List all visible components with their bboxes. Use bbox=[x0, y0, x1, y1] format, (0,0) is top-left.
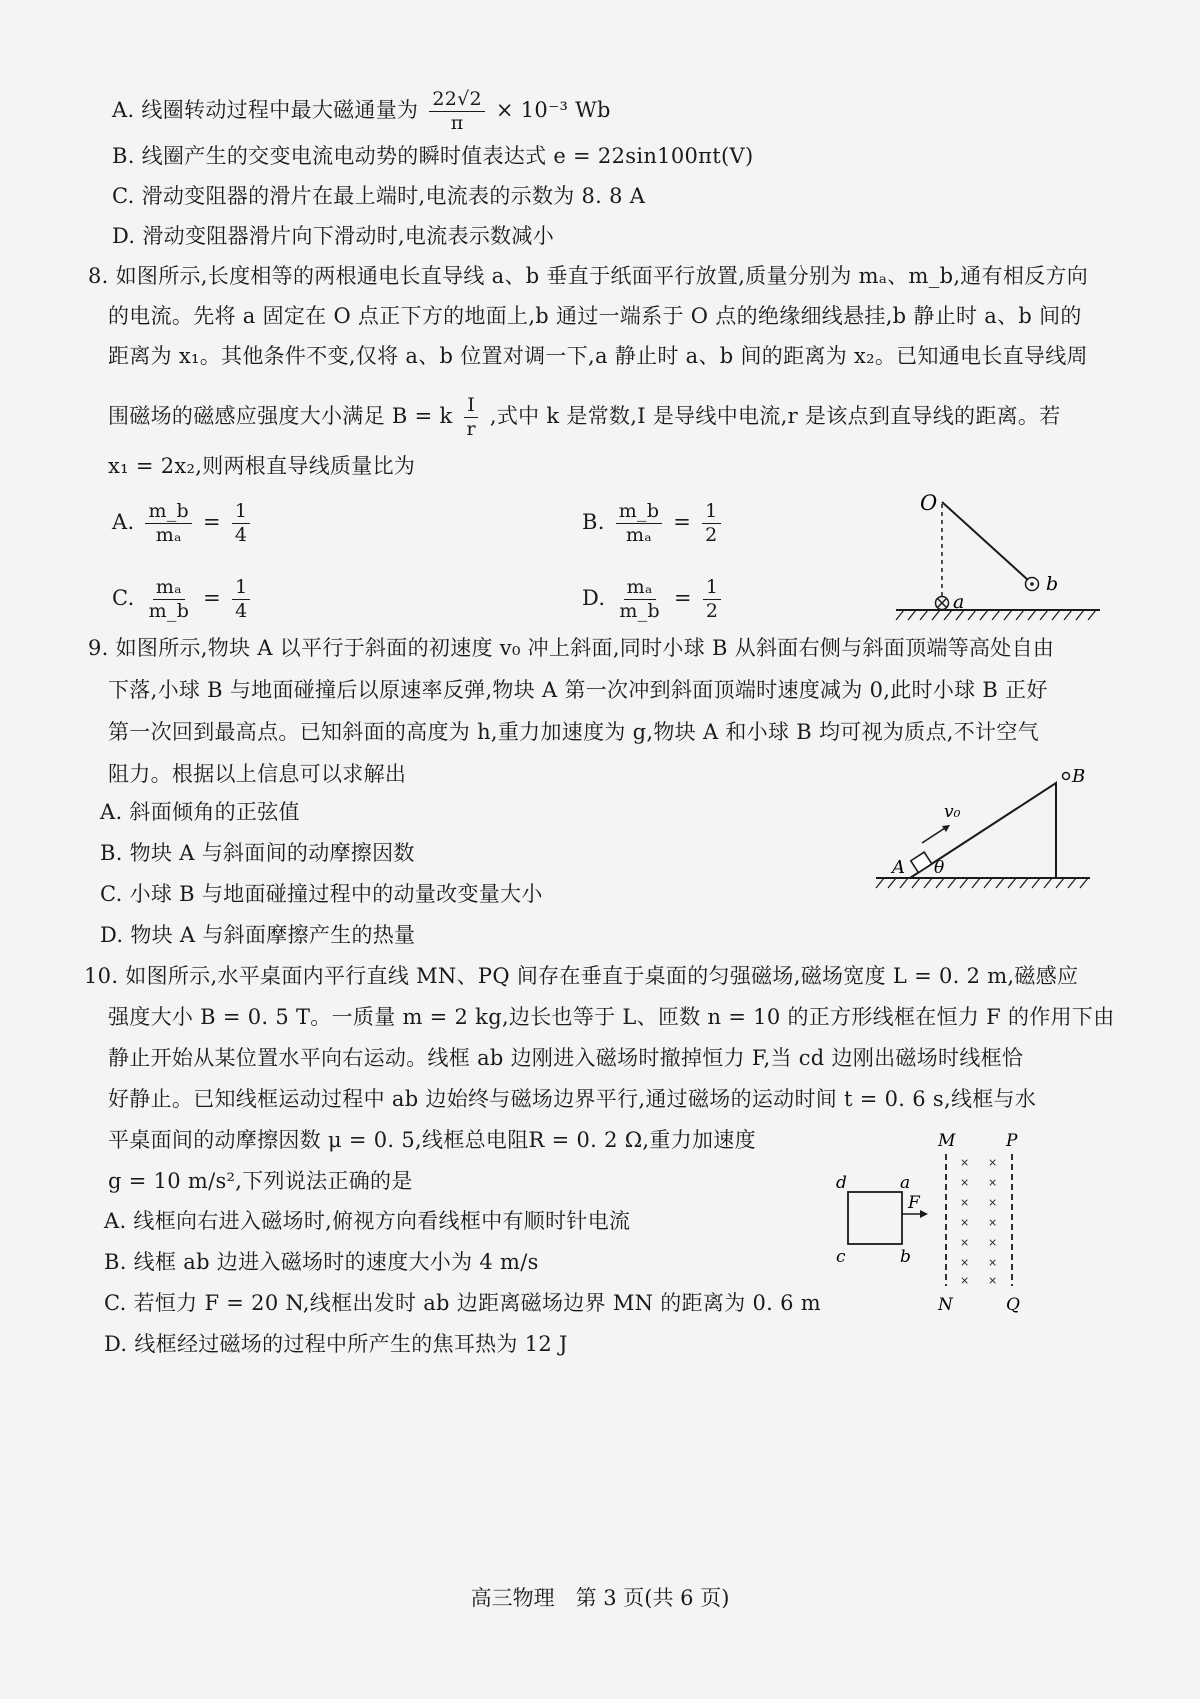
q8-b-num: m_b bbox=[616, 500, 663, 524]
q8-line-2: 的电流。先将 a 固定在 O 点正下方的地面上,b 通过一端系于 O 点的绝缘细线悬挂,b 静止时 a、b 间的 bbox=[108, 304, 1082, 328]
q8-option-a-label: A. bbox=[112, 510, 135, 534]
q8-option-b bbox=[582, 500, 725, 547]
svg-text:×: × bbox=[988, 1196, 998, 1209]
page-footer: 高三物理 第 3 页(共 6 页) bbox=[470, 1586, 730, 1610]
q9-option-c: C. 小球 B 与地面碰撞过程中的动量改变量大小 bbox=[100, 882, 543, 906]
q8-d-eq: = bbox=[673, 586, 692, 610]
q10-fig-m-label: M bbox=[938, 1131, 956, 1151]
q8-formula-fraction bbox=[463, 394, 478, 441]
q8-option-c-label: C. bbox=[112, 586, 135, 610]
q9-fig-b-label: B bbox=[1072, 766, 1086, 787]
svg-text:×: × bbox=[960, 1274, 970, 1287]
q7-option-a-den: π bbox=[450, 112, 464, 134]
q10-fig-coil-labels bbox=[830, 1170, 930, 1280]
q8-line-4 bbox=[108, 394, 1061, 441]
q9-option-a: A. 斜面倾角的正弦值 bbox=[100, 800, 300, 824]
svg-text:×: × bbox=[960, 1236, 970, 1249]
q8-a-num: m_b bbox=[145, 500, 192, 524]
q8-b-val-num: 1 bbox=[702, 500, 720, 524]
q8-b-den: mₐ bbox=[626, 524, 652, 546]
q8-b-eq: = bbox=[673, 510, 692, 534]
q7-option-a-text: A. 线圈转动过程中最大磁通量为 bbox=[112, 98, 419, 122]
svg-text:×: × bbox=[988, 1274, 998, 1287]
svg-text:×: × bbox=[988, 1156, 998, 1169]
q8-line-1: 8. 如图所示,长度相等的两根通电长直导线 a、b 垂直于纸面平行放置,质量分别为 mₐ、m_b,通有相反方向 bbox=[88, 264, 1089, 288]
q7-option-a-num: 22√2 bbox=[429, 88, 485, 112]
q10-fig-q-label: Q bbox=[1006, 1295, 1020, 1315]
q8-option-d bbox=[582, 576, 725, 623]
q8-c-eq: = bbox=[203, 586, 222, 610]
q8-d-val-num: 1 bbox=[703, 576, 721, 600]
q8-option-d-label: D. bbox=[582, 586, 606, 610]
q10-figure bbox=[900, 1128, 1100, 1318]
q10-line-4: 好静止。已知线框运动过程中 ab 边始终与磁场边界平行,通过磁场的运动时间 t = 0. 6 s,线框与水 bbox=[108, 1087, 1037, 1111]
q8-formula-pre: 围磁场的磁感应强度大小满足 B = k bbox=[108, 404, 453, 428]
q10-line-3: 静止开始从某位置水平向右运动。线框 ab 边刚进入磁场时撤掉恒力 F,当 cd 边刚出磁场时线框恰 bbox=[108, 1046, 1024, 1070]
q10-fig-a-label: a bbox=[900, 1173, 911, 1193]
q8-c-den: m_b bbox=[148, 600, 190, 622]
q10-fig-n-label: N bbox=[938, 1295, 953, 1315]
q8-line-5: x₁ = 2x₂,则两根直导线质量比为 bbox=[108, 454, 416, 478]
q7-option-d: D. 滑动变阻器滑片向下滑动时,电流表示数减小 bbox=[112, 224, 555, 248]
q9-line-1: 9. 如图所示,物块 A 以平行于斜面的初速度 v₀ 冲上斜面,同时小球 B 从斜面右侧与斜面顶端等高处自由 bbox=[88, 636, 1055, 660]
q9-option-b: B. 物块 A 与斜面间的动摩擦因数 bbox=[100, 841, 415, 865]
q8-option-b-label: B. bbox=[582, 510, 605, 534]
q8-d-num: mₐ bbox=[624, 576, 656, 600]
q8-a-eq: = bbox=[203, 510, 221, 534]
q8-formula-num: I bbox=[464, 394, 478, 418]
q8-b-val-den: 2 bbox=[705, 524, 718, 546]
q8-fig-a-label: a bbox=[953, 591, 965, 613]
q7-option-a-tail: × 10⁻³ Wb bbox=[495, 98, 611, 122]
svg-text:×: × bbox=[960, 1196, 970, 1209]
q8-formula-post: ,式中 k 是常数,I 是导线中电流,r 是该点到直导线的距离。若 bbox=[489, 404, 1061, 428]
svg-text:×: × bbox=[988, 1216, 998, 1229]
q9-fig-theta-label: θ bbox=[934, 858, 945, 878]
q8-c-val-num: 1 bbox=[232, 576, 250, 600]
q10-option-b: B. 线框 ab 边进入磁场时的速度大小为 4 m/s bbox=[104, 1250, 539, 1274]
svg-text:×: × bbox=[960, 1256, 970, 1269]
q8-d-val-den: 2 bbox=[705, 600, 719, 622]
q8-fig-b-label: b bbox=[1046, 573, 1059, 595]
q8-formula-den: r bbox=[466, 418, 476, 440]
q8-a-val-den: 4 bbox=[234, 524, 248, 546]
q8-figure bbox=[890, 480, 1110, 640]
svg-text:×: × bbox=[960, 1176, 970, 1189]
q8-a-val-num: 1 bbox=[232, 500, 250, 524]
q8-c-val-den: 4 bbox=[235, 600, 248, 622]
q8-fig-thread bbox=[942, 502, 1028, 580]
q9-fig-ball-b bbox=[1063, 773, 1070, 780]
q8-d-den: m_b bbox=[619, 600, 660, 622]
q7-option-a bbox=[112, 88, 611, 135]
q10-fig-square-loop bbox=[848, 1192, 902, 1244]
q9-figure bbox=[870, 765, 1100, 895]
q10-fig-field-marks bbox=[960, 1156, 997, 1287]
svg-text:×: × bbox=[960, 1216, 970, 1229]
q8-option-a bbox=[112, 500, 254, 547]
q10-fig-f-label: F bbox=[908, 1193, 920, 1213]
q9-fig-block-a bbox=[911, 852, 932, 872]
q8-a-den: mₐ bbox=[155, 524, 182, 546]
q8-c-num: mₐ bbox=[153, 576, 185, 600]
q9-line-4: 阻力。根据以上信息可以求解出 bbox=[108, 762, 407, 786]
q10-option-c: C. 若恒力 F = 20 N,线框出发时 ab 边距离磁场边界 MN 的距离为 0. 6 m bbox=[104, 1291, 821, 1315]
q9-line-2: 下落,小球 B 与地面碰撞后以原速率反弹,物块 A 第一次冲到斜面顶端时速度减为 0,此时小球 B 正好 bbox=[108, 678, 1048, 702]
q10-fig-c-label: c bbox=[836, 1247, 846, 1267]
q10-option-a: A. 线框向右进入磁场时,俯视方向看线框中有顺时针电流 bbox=[104, 1209, 631, 1233]
q8-option-c bbox=[112, 576, 254, 623]
q7-option-a-fraction bbox=[429, 88, 485, 135]
q8-line-3: 距离为 x₁。其他条件不变,仅将 a、b 位置对调一下,a 静止时 a、b 间的距离为 x₂。已知通电长直导线周 bbox=[108, 344, 1088, 368]
svg-text:×: × bbox=[988, 1256, 998, 1269]
q10-option-d: D. 线框经过磁场的过程中所产生的焦耳热为 12 J bbox=[104, 1332, 568, 1356]
q7-option-c: C. 滑动变阻器的滑片在最上端时,电流表的示数为 8. 8 A bbox=[112, 184, 646, 208]
q10-fig-d-label: d bbox=[836, 1173, 847, 1193]
q10-line-2: 强度大小 B = 0. 5 T。一质量 m = 2 kg,边长也等于 L、匝数 n = 10 的正方形线框在恒力 F 的作用下由 bbox=[108, 1005, 1115, 1029]
q10-fig-p-label: P bbox=[1006, 1131, 1018, 1151]
q7-option-b: B. 线圈产生的交变电流电动势的瞬时值表达式 e = 22sin100πt(V) bbox=[112, 144, 754, 168]
q10-fig-b-label: b bbox=[900, 1247, 911, 1267]
q10-line-1: 10. 如图所示,水平桌面内平行直线 MN、PQ 间存在垂直于桌面的匀强磁场,磁场宽度 L = 0. 2 m,磁感应 bbox=[84, 964, 1079, 988]
q10-line-5: 平桌面间的动摩擦因数 μ = 0. 5,线框总电阻R = 0. 2 Ω,重力加速度 bbox=[108, 1128, 756, 1152]
svg-text:×: × bbox=[988, 1176, 998, 1189]
svg-text:×: × bbox=[960, 1156, 970, 1169]
q9-fig-a-label: A bbox=[892, 857, 905, 878]
q9-line-3: 第一次回到最高点。已知斜面的高度为 h,重力加速度为 g,物块 A 和小球 B 均可视为质点,不计空气 bbox=[108, 720, 1039, 744]
svg-text:×: × bbox=[988, 1236, 998, 1249]
q8-fig-o-label: O bbox=[920, 491, 938, 515]
q9-option-d: D. 物块 A 与斜面摩擦产生的热量 bbox=[100, 923, 416, 947]
q9-fig-v0-label: v₀ bbox=[944, 802, 961, 822]
q10-line-6: g = 10 m/s²,下列说法正确的是 bbox=[108, 1169, 413, 1193]
